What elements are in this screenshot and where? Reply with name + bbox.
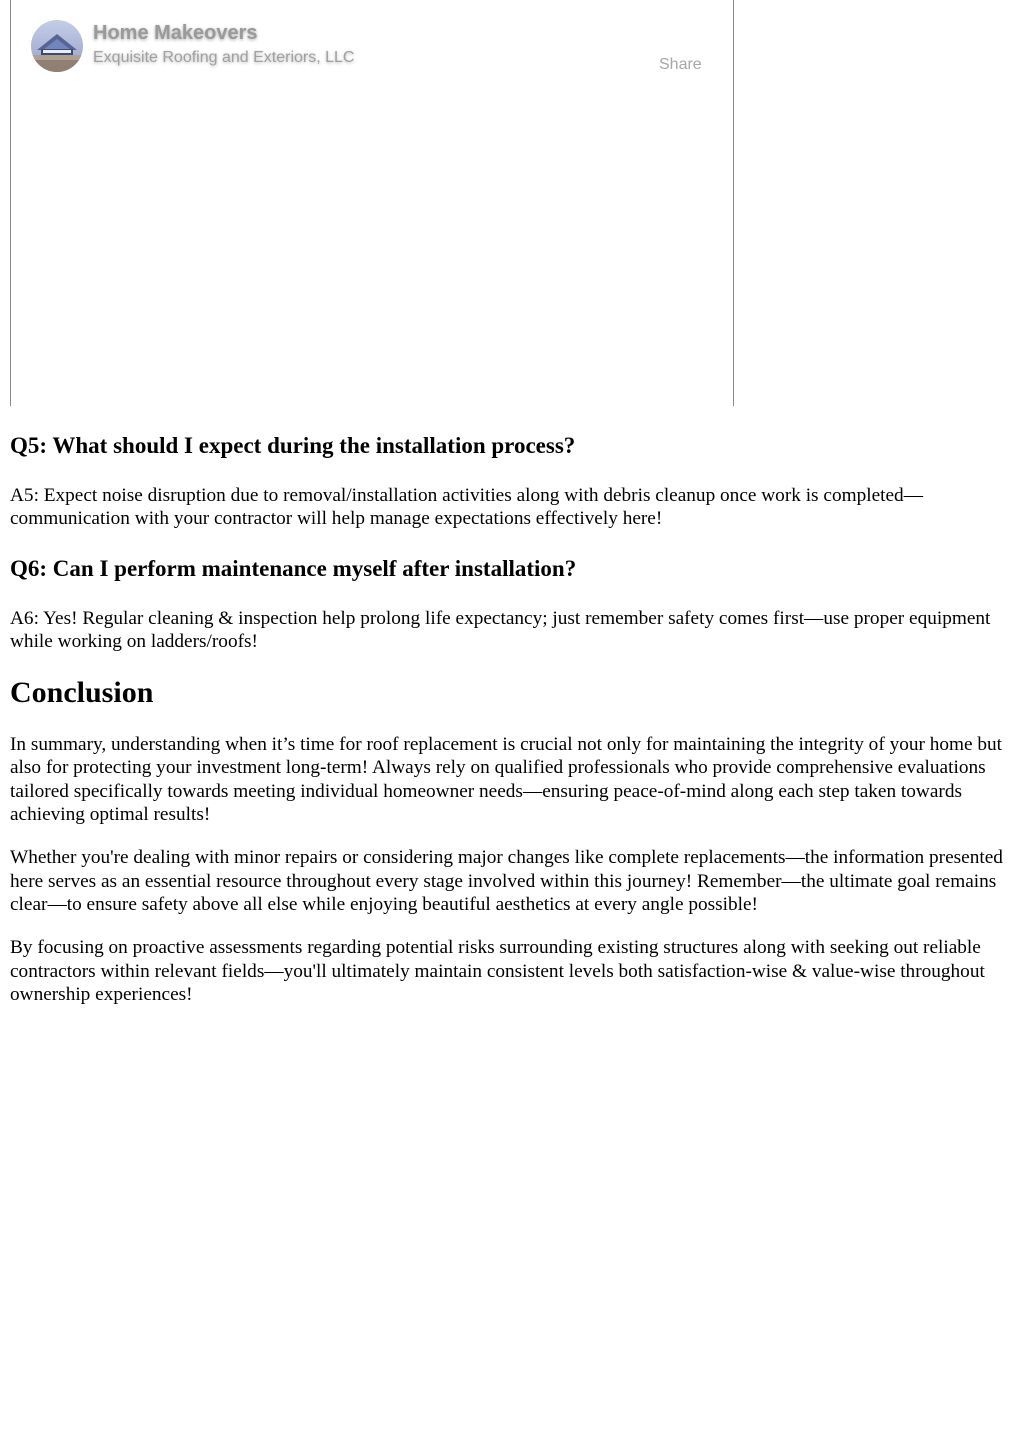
conclusion-heading: Conclusion [10,676,154,710]
faq-answer: A5: Expect noise disruption due to removal/installation activities along with debris cleanup once work is completed—communication with your contractor will help manage expectations effectively here! [10,485,923,530]
channel-title[interactable]: Home Makeovers [93,22,258,44]
video-embed-header [11,0,733,90]
faq-answer: A6: Yes! Regular cleaning & inspection help prolong life expectancy; just remember safety comes first—use proper equipment while working on ladders/roofs! [10,607,991,652]
faq-question: Q6: Can I perform maintenance myself after installation? [10,555,577,581]
conclusion-paragraph: Whether you're dealing with minor repairs or considering major changes like complete replacements—the information presented here serves as an essential resource throughout every stage involved within this journey! Remember—the ultimate goal remains clear—to ensure safety above all else while enjoying beautiful aesthetics at every angle possible! [10,847,1003,915]
conclusion-paragraph: By focusing on proactive assessments regarding potential risks surrounding existing structures along with seeking out reliable contractors within relevant fields—you'll ultimately maintain consistent levels both satisfaction-wise & value-wise throughout ownership experiences! [10,937,985,1005]
video-embed[interactable] [10,0,734,406]
share-button[interactable]: Share [659,56,702,73]
article-content [10,420,1010,1006]
roofing-logo-icon[interactable] [31,20,83,72]
avatar-graphic [31,20,83,72]
conclusion-paragraph: In summary, understanding when it’s time for roof replacement is crucial not only for maintaining the integrity of your home but also for protecting your investment long-term! Always rely on qualified professionals who provide comprehensive evaluations tailored specifically towards meeting individual homeowner needs—ensuring peace-of-mind along each step taken towards achieving optimal results! [10,734,1003,826]
faq-question: Q5: What should I expect during the installation process? [10,433,576,458]
channel-subtitle[interactable]: Exquisite Roofing and Exteriors, LLC [93,49,355,66]
